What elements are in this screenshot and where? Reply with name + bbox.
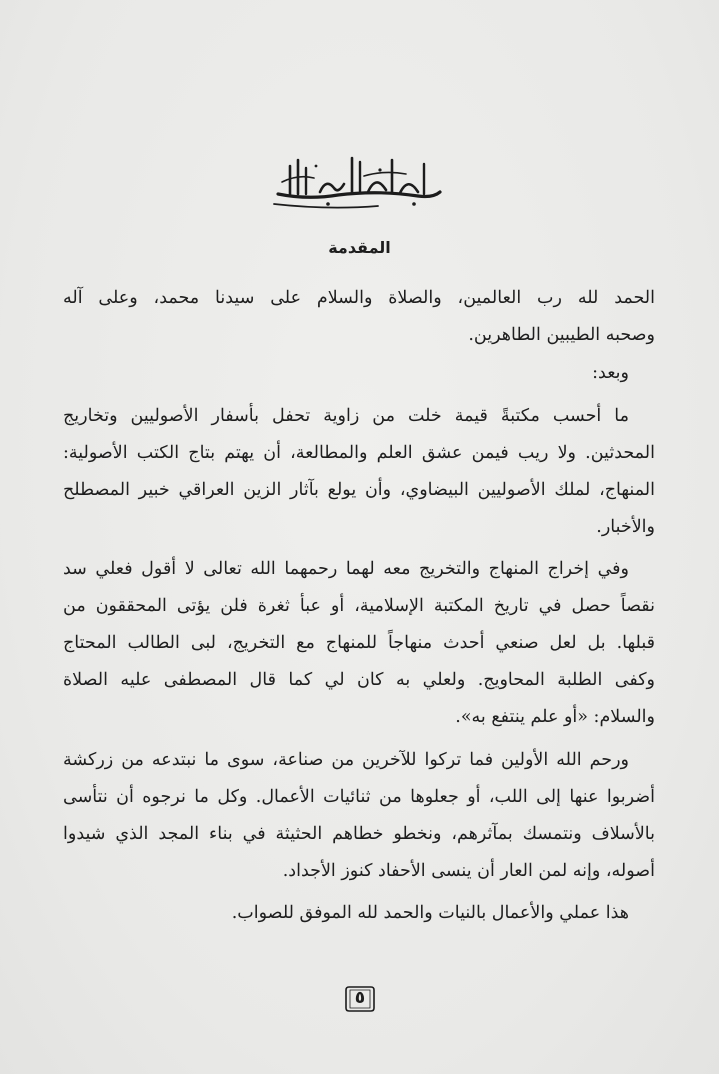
page-number — [344, 985, 376, 1013]
text-line: وصحبه الطيبين الطاهرين. — [468, 325, 655, 345]
text-line: هذا عملي والأعمال بالنيات والحمد لله الموفق للصواب. — [231, 903, 629, 923]
page-title: المقدمة — [328, 238, 391, 257]
page-number-text: ٥ — [354, 988, 366, 1008]
text-line: نقصاً حصل في تاريخ المكتبة الإسلامية، أو عبأ ثغرة فلن يؤتى المحققون من — [63, 596, 655, 616]
text-line: ورحم الله الأولين فما تركوا للآخرين من صناعة، سوى ما نبتدعه من زركشة — [63, 750, 629, 770]
text-line: والسلام: «أو علم ينتفع به». — [455, 707, 655, 727]
text-line: ما أحسب مكتبةً قيمة خلت من زاوية تحفل بأسفار الأصوليين وتخاريج — [63, 406, 629, 426]
text-line: قبلها. بل لعل صنعي أحدث منهاجاً للمنهاج مع التخريج، لبى الطالب المحتاج — [63, 633, 655, 653]
text-line: المنهاج، لملك الأصوليين البيضاوي، وأن يولع بآثار الزين العراقي خبير المصطلح — [63, 480, 655, 500]
text-line: الحمد لله رب العالمين، والصلاة والسلام على سيدنا محمد، وعلى آله — [63, 288, 655, 308]
text-line: بالأسلاف ونتمسك بمآثرهم، ونخطو خطاهم الحثيثة في بناء المجد الذي شيدوا — [63, 824, 655, 844]
text-line: المحدثين. ولا ريب فيمن عشق العلم والمطالعة، أن يهتم بتاج الكتب الأصولية: — [63, 443, 655, 463]
text-line: أصوله، وإنه لمن العار أن ينسى الأحفاد كنوز الأجداد. — [282, 861, 655, 881]
text-line: وكفى الطلبة المحاويج. ولعلي به كان لي كما قال المصطفى عليه الصلاة — [63, 670, 655, 690]
basmala-calligraphy — [268, 148, 448, 212]
text-line: والأخبار. — [596, 517, 655, 537]
text-line: وبعد: — [592, 363, 629, 383]
text-line: وفي إخراج المنهاج والتخريج معه لهما رحمهما الله تعالى لا أقول فعلي سد — [63, 559, 629, 579]
text-line: أضربوا عنها إلى اللب، أو جعلوها من ثنائيات الأعمال. وكل ما نرجوه أن نتأسى — [63, 787, 655, 807]
